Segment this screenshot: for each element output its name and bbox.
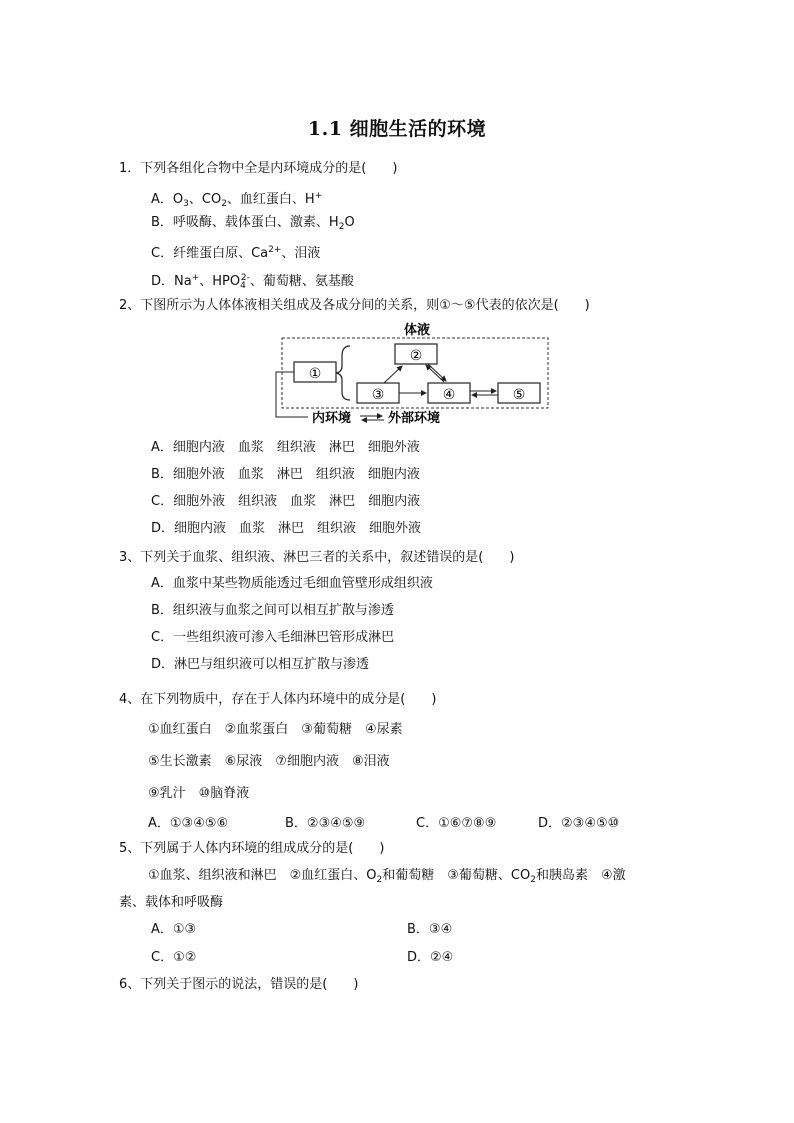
question-3-option-a: A．血浆中某些物质能透过毛细血管壁形成组织液 bbox=[151, 576, 433, 591]
question-4-items-row-2: ⑤生长激素 ⑥尿液 ⑦细胞内液 ⑧泪液 bbox=[148, 754, 390, 769]
node-4-label: ④ bbox=[442, 387, 456, 403]
question-6-stem: 6、下列关于图示的说法，错误的是( ) bbox=[119, 977, 359, 992]
question-5-option-d: D．②④ bbox=[407, 950, 454, 965]
question-4-option-a: A．①③④⑤⑥ bbox=[148, 816, 229, 831]
question-1-option-d: D．Na+、$HPO_4^{2-}$、葡萄糖、氨基酸 bbox=[151, 273, 354, 291]
question-2-option-a: A．细胞内液 血浆 组织液 淋巴 细胞外液 bbox=[151, 440, 420, 455]
node-5-label: ⑤ bbox=[512, 387, 526, 403]
question-5-stem: 5、下列属于人体内环境的组成成分的是( ) bbox=[119, 841, 385, 856]
question-5-option-a: A．①③ bbox=[151, 922, 197, 937]
page-title: 1.1 细胞生活的环境 bbox=[307, 118, 487, 140]
question-4-option-b: B．②③④⑤⑨ bbox=[285, 816, 366, 831]
question-4-option-d: D．②③④⑤⑩ bbox=[538, 816, 620, 831]
external-environment-label: 外部环境 bbox=[388, 411, 441, 426]
body-fluid-label: 体液 bbox=[403, 323, 431, 338]
question-4-option-c: C．①⑥⑦⑧⑨ bbox=[416, 816, 497, 831]
question-4-items-row-1: ①血红蛋白 ②血浆蛋白 ③葡萄糖 ④尿素 bbox=[148, 722, 403, 737]
question-1-option-b: B．呼吸酶、载体蛋白、激素、$H_2O$ bbox=[151, 215, 355, 232]
node-3-label: ③ bbox=[371, 387, 385, 403]
question-5-items-line-2: 素、载体和呼吸酶 bbox=[119, 895, 224, 910]
question-5-option-b: B．③④ bbox=[407, 922, 453, 937]
question-5-option-c: C．①② bbox=[151, 950, 197, 965]
internal-environment-label: 内环境 bbox=[312, 411, 352, 426]
node-2-label: ② bbox=[409, 348, 423, 364]
question-2-option-b: B．细胞外液 血浆 淋巴 组织液 细胞内液 bbox=[151, 467, 420, 482]
question-2-stem: 2、下图所示为人体体液相关组成及各成分间的关系，则①～⑤代表的依次是( ) bbox=[119, 298, 590, 313]
question-3-stem: 3、下列关于血浆、组织液、淋巴三者的关系中，叙述错误的是( ) bbox=[119, 550, 515, 565]
question-4-stem: 4、在下列物质中，存在于人体内环境中的成分是( ) bbox=[119, 692, 437, 707]
question-1-option-c: C．纤维蛋白原、$Ca^{2+}$、泪液 bbox=[151, 245, 321, 261]
question-3-option-b: B．组织液与血浆之间可以相互扩散与渗透 bbox=[151, 603, 394, 618]
arrow-4-to-2 bbox=[426, 365, 444, 382]
node-1-label: ① bbox=[308, 366, 322, 382]
brace bbox=[336, 346, 350, 400]
question-2-option-c: C．细胞外液 组织液 血浆 淋巴 细胞内液 bbox=[151, 494, 421, 509]
question-3-option-d: D．淋巴与组织液可以相互扩散与渗透 bbox=[151, 657, 370, 672]
question-1-option-a: A．$O_3$、$CO_2$、血红蛋白、H+ bbox=[151, 191, 323, 209]
question-3-option-c: C．一些组织液可渗入毛细淋巴管形成淋巴 bbox=[151, 630, 395, 645]
question-1-stem: 1．下列各组化合物中全是内环境成分的是( ) bbox=[119, 161, 398, 176]
question-4-items-row-3: ⑨乳汁 ⑩脑脊液 bbox=[148, 786, 250, 801]
question-2-option-d: D．细胞内液 血浆 淋巴 组织液 细胞外液 bbox=[151, 521, 422, 536]
arrow-2-to-4 bbox=[428, 364, 446, 381]
question-5-items-line-1: ①血浆、组织液和淋巴 ②血红蛋白、$O_2$和葡萄糖 ③葡萄糖、$CO_2$和胰岛素 ④激 bbox=[148, 868, 626, 885]
arrow-3-to-2 bbox=[384, 366, 402, 383]
body-fluid-diagram bbox=[268, 320, 558, 430]
